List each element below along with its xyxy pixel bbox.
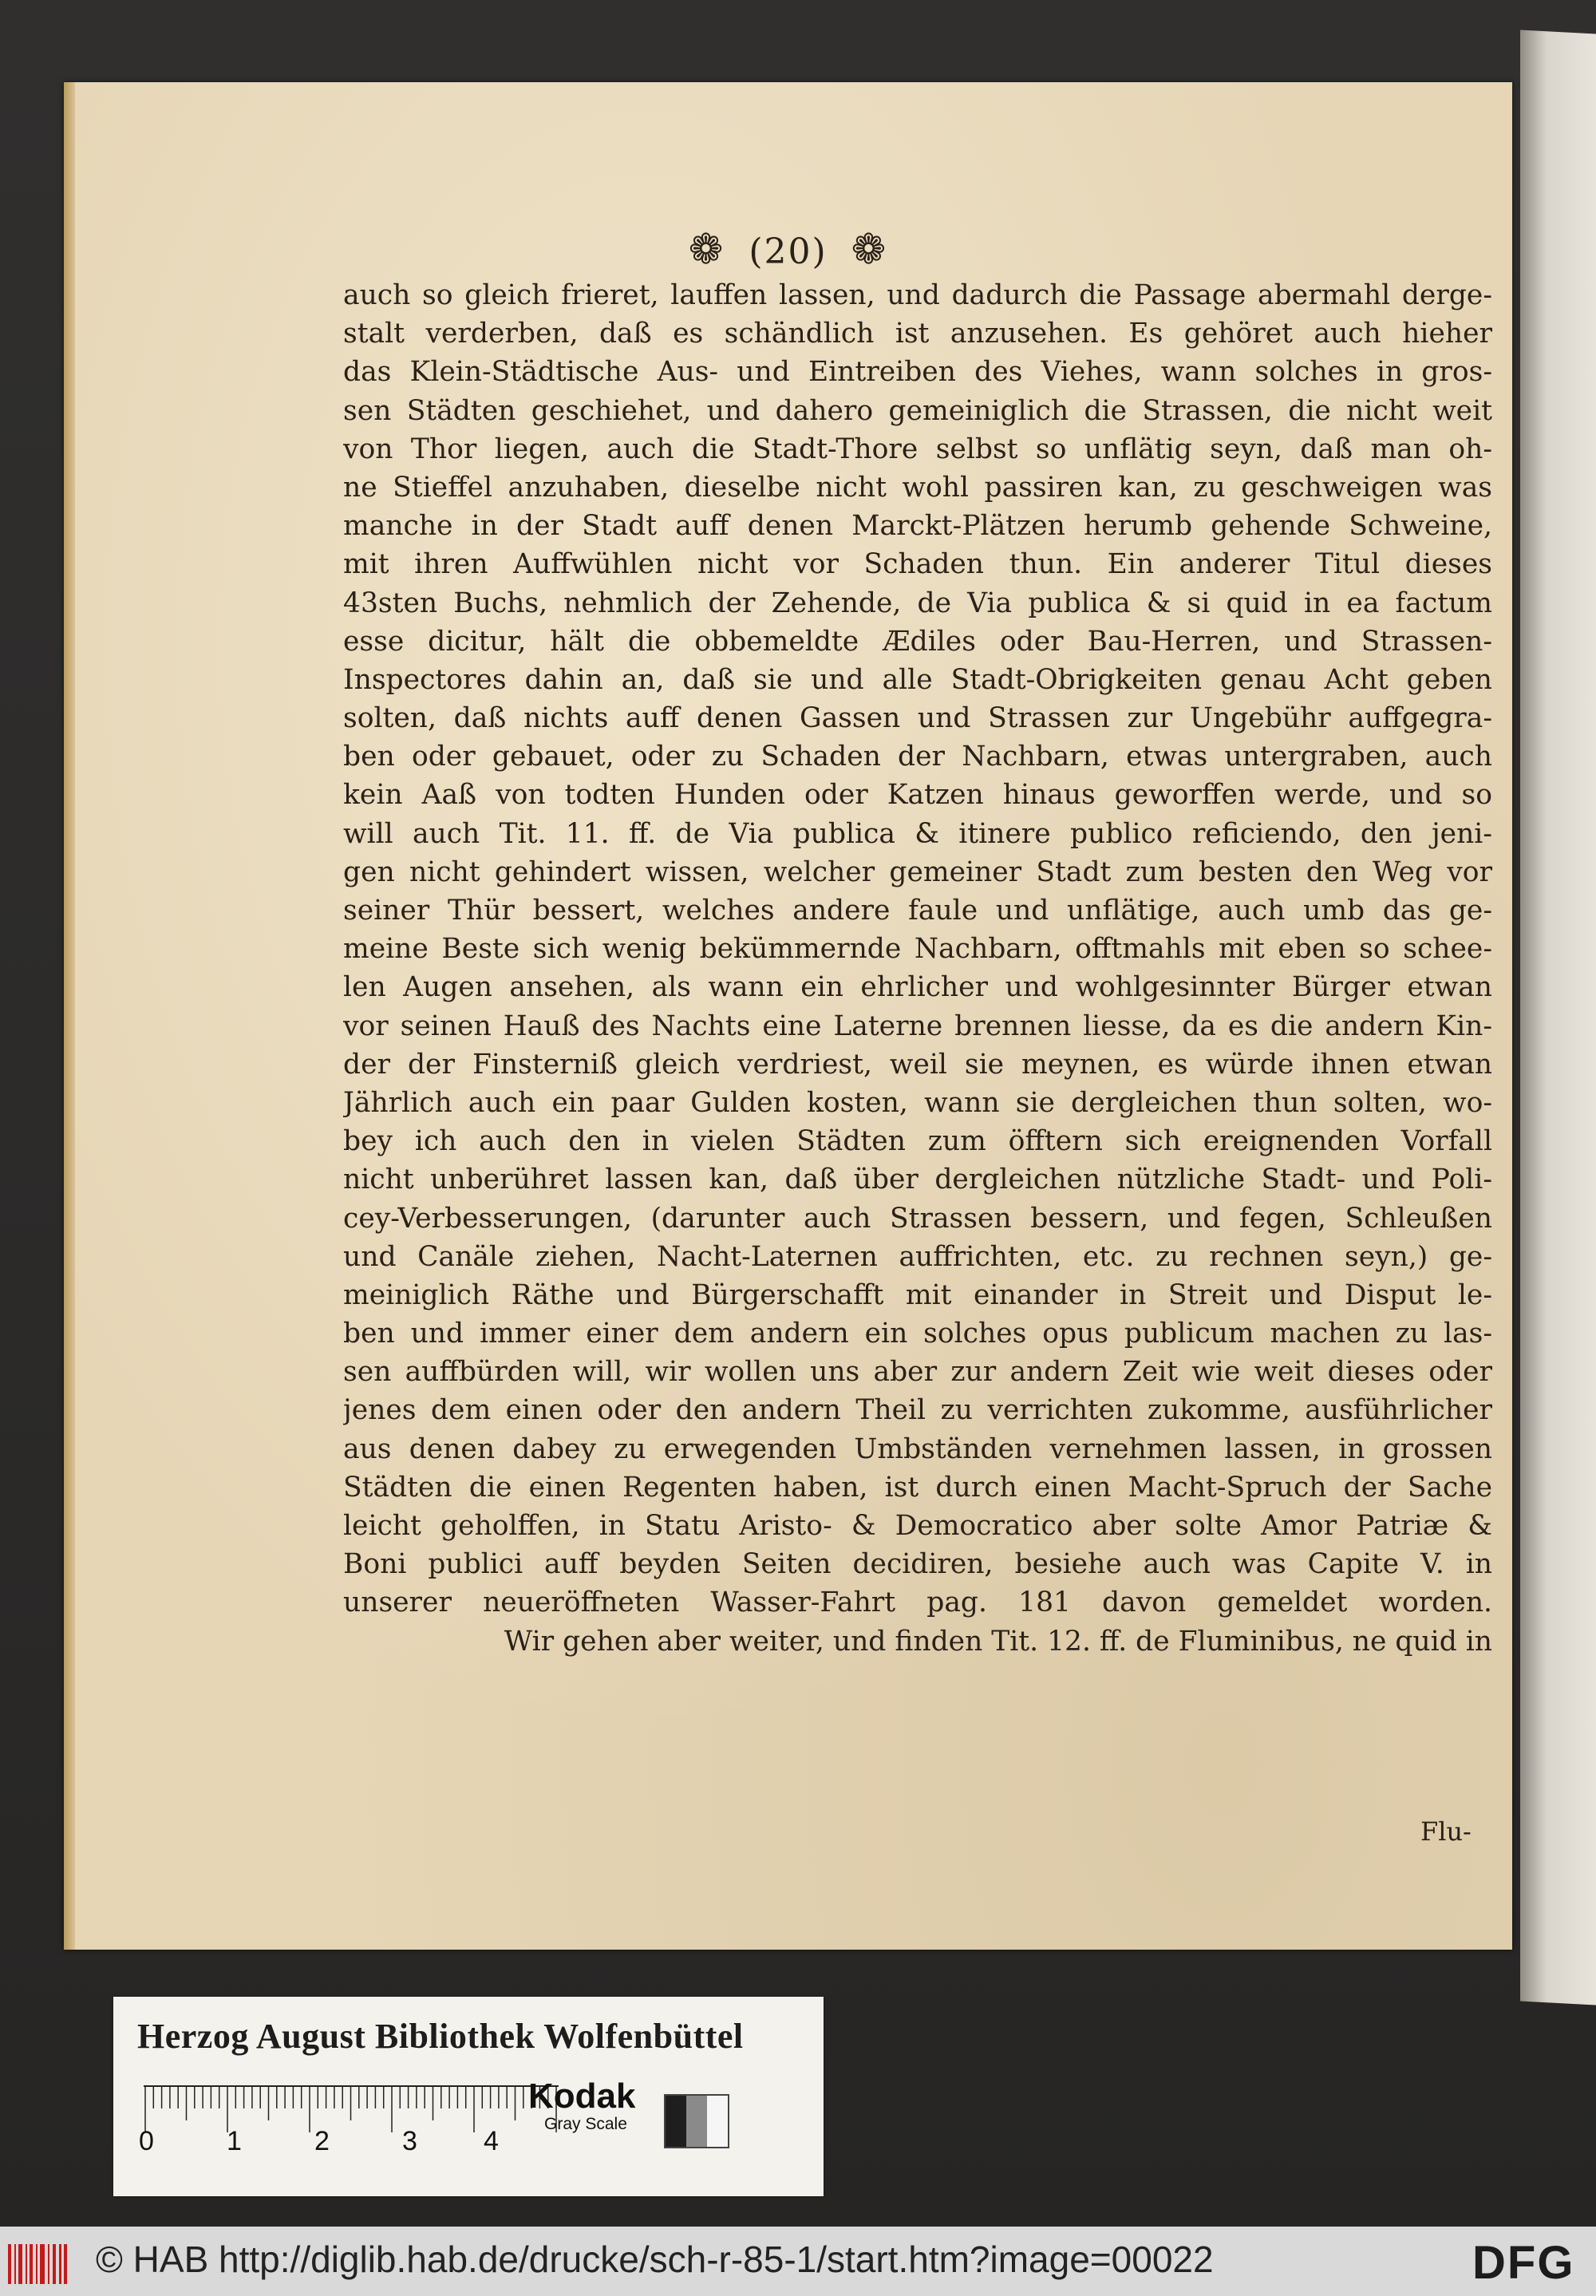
text-line: meine Beste sich wenig bekümmernde Nachbarn, offtmahls mit eben so schee- xyxy=(343,933,1492,966)
text-line: aus denen dabey zu erwegenden Umbständen vernehmen lassen, in grossen xyxy=(343,1433,1492,1465)
book-page xyxy=(64,82,1512,1950)
text-line: will auch Tit. 11. ff. de Via publica & itinere publico reficiendo, den jeni- xyxy=(343,817,1492,850)
text-line: cey-Verbesserungen, (darunter auch Strassen bessern, und fegen, Schleußen xyxy=(343,1202,1492,1235)
text-line: stalt verderben, daß es schändlich ist anzusehen. Es gehöret auch hieher xyxy=(343,318,1492,350)
text-line: Boni publici auff beyden Seiten decidiren, besiehe auch was Capite V. in xyxy=(343,1548,1492,1581)
text-line: gen nicht gehindert wissen, welcher gemeiner Stadt zum besten den Weg vor xyxy=(343,856,1492,888)
gray-scale-patch xyxy=(664,2094,729,2148)
text-line: esse dicitur, hält die obbemeldte Ædiles oder Bau-Herren, und Strassen- xyxy=(343,625,1492,658)
ruler-number: 4 xyxy=(484,2126,499,2156)
text-line: sen auffbürden will, wir wollen uns aber zur andern Zeit wie weit dieses oder xyxy=(343,1356,1492,1389)
adjacent-page-edge xyxy=(1520,30,1596,2006)
text-line: seiner Thür bessert, welches andere faule und unflätige, auch umb das ge- xyxy=(343,895,1492,927)
text-line: len Augen ansehen, als wann ein ehrlicher und wohlgesinnter Bürger etwan xyxy=(343,971,1492,1004)
text-line: nicht unberühret lassen kan, daß über dergleichen nützliche Stadt- und Poli- xyxy=(343,1164,1492,1196)
text-line: sen Städten geschiehet, und dahero gemeiniglich die Strassen, die nicht weit xyxy=(343,394,1492,427)
copyright-url[interactable]: © HAB http://diglib.hab.de/drucke/sch-r-85-1/start.htm?image=00022 xyxy=(96,2239,1214,2280)
ruler-number: 2 xyxy=(314,2126,330,2156)
page-gilt-edge xyxy=(64,82,75,1950)
page-number: (20) xyxy=(749,231,828,272)
dfg-logo: DFG xyxy=(1472,2237,1575,2289)
text-line: der der Finsterniß gleich verdriest, weil sie meynen, es würde ihnen etwan xyxy=(343,1048,1492,1081)
text-line: leicht geholffen, in Statu Aristo- & Democratico aber solte Amor Patriæ & xyxy=(343,1510,1492,1542)
text-line: meiniglich Räthe und Bürgerschafft mit einander in Streit und Disput le- xyxy=(343,1278,1492,1311)
library-name: Herzog August Bibliothek Wolfenbüttel xyxy=(137,2017,744,2056)
text-line: und Canäle ziehen, Nacht-Laternen auffrichten, etc. zu rechnen seyn,) ge- xyxy=(343,1240,1492,1273)
barcode-icon xyxy=(8,2244,67,2284)
text-line: Städten die einen Regenten haben, ist durch einen Macht-Spruch der Sache xyxy=(343,1471,1492,1504)
text-line: ben oder gebauet, oder zu Schaden der Nachbarn, etwas untergraben, auch xyxy=(343,741,1492,773)
kodak-brand: Kodak xyxy=(528,2077,636,2116)
text-line: ne Stieffel anzuhaben, dieselbe nicht wohl passiren kan, zu geschweigen was xyxy=(343,471,1492,504)
text-line: 43sten Buchs, nehmlich der Zehende, de Via publica & si quid in ea factum xyxy=(343,587,1492,619)
text-line: das Klein-Städtische Aus- und Eintreiben des Viehes, wann solches in gros- xyxy=(343,356,1492,389)
text-line: Inspectores dahin an, daß sie und alle Stadt-Obrigkeiten genau Acht geben xyxy=(343,663,1492,696)
ruler-number: 3 xyxy=(402,2126,417,2156)
page-text-body xyxy=(343,276,1492,1661)
text-line: vor seinen Hauß des Nachts eine Laterne brennen liesse, da es die andern Kin- xyxy=(343,1010,1492,1042)
text-line: unserer neueröffneten Wasser-Fahrt pag. 181 davon gemeldet worden. xyxy=(343,1587,1492,1619)
ruler-scale xyxy=(144,2085,567,2140)
footer-bar xyxy=(0,2227,1596,2296)
catchword: Flu- xyxy=(1420,1816,1472,1847)
text-line: Jährlich auch ein paar Gulden kosten, wann sie dergleichen thun solten, wo- xyxy=(343,1086,1492,1119)
text-line: solten, daß nichts auff denen Gassen und Strassen zur Ungebühr auffgegra- xyxy=(343,702,1492,735)
text-line: von Thor liegen, auch die Stadt-Thore selbst so unflätig seyn, daß man oh- xyxy=(343,433,1492,465)
text-line: jenes dem einen oder den andern Theil zu verrichten zukomme, ausführlicher xyxy=(343,1394,1492,1427)
ornament-left-icon: ❁ xyxy=(688,226,725,274)
gray-scale-caption: Gray Scale xyxy=(544,2115,627,2133)
ruler-number: 0 xyxy=(139,2126,154,2156)
text-line: Wir gehen aber weiter, und finden Tit. 12. ff. de Fluminibus, ne quid in xyxy=(504,1625,1492,1658)
library-label-card xyxy=(113,1997,824,2196)
text-line: kein Aaß von todten Hunden oder Katzen hinaus geworffen werde, und so xyxy=(343,779,1492,812)
text-line: manche in der Stadt auff denen Marckt-Plätzen herumb gehende Schweine, xyxy=(343,510,1492,543)
text-line: auch so gleich frieret, lauffen lassen, und dadurch die Passage abermahl derge- xyxy=(343,279,1492,311)
text-line: mit ihren Auffwühlen nicht vor Schaden thun. Ein anderer Titul dieses xyxy=(343,548,1492,581)
text-line: bey ich auch den in vielen Städten zum öfftern sich ereignenden Vorfall xyxy=(343,1125,1492,1158)
page-header xyxy=(64,226,1512,274)
ornament-right-icon: ❁ xyxy=(851,226,888,274)
ruler-number: 1 xyxy=(227,2126,242,2156)
text-line: ben und immer einer dem andern ein solches opus publicum machen zu las- xyxy=(343,1318,1492,1350)
